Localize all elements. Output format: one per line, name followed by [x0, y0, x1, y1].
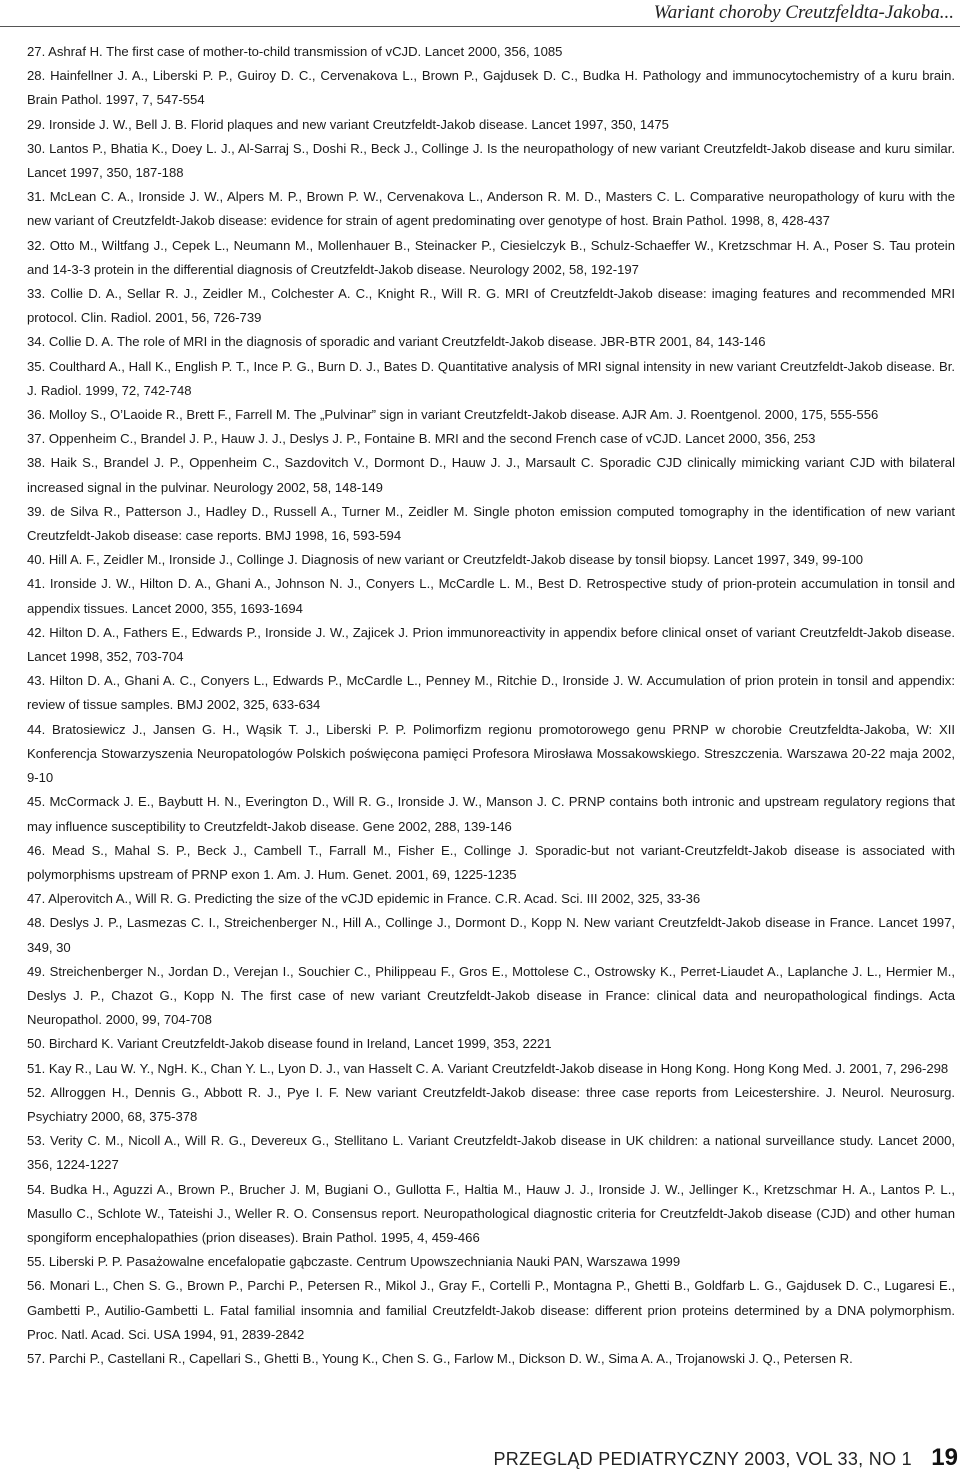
reference-item: 30. Lantos P., Bhatia K., Doey L. J., Al-Sarraj S., Doshi R., Beck J., Collinge J. Is the neuropathology of new variant Creutzfeldt-Jakob disease and kuru similar. Lancet 1997, 350, 187-188: [27, 140, 955, 181]
reference-item: 49. Streichenberger N., Jordan D., Verejan I., Souchier C., Philippeau F., Gros E., Mottolese C., Ostrowsky K., Perret-Liaudet A., Laplanche J. L., Hermier M., Deslys J. P., Chazot G., Kopp N. The first case of new variant Creutzfeldt-Jakob disease in France: clinical data and neuropathological findings. Acta Neuropathol. 2000, 99, 704-708: [27, 963, 955, 1028]
reference-item: 37. Oppenheim C., Brandel J. P., Hauw J. J., Deslys J. P., Fontaine B. MRI and the second French case of vCJD. Lancet 2000, 356, 253: [27, 431, 816, 447]
running-title: Wariant choroby Creutzfeldta-Jakoba...: [653, 2, 954, 23]
reference-item: 46. Mead S., Mahal S. P., Beck J., Cambell T., Farrall M., Fisher E., Collinge J. Sporadic-but not variant-Creutzfeldt-Jakob disease is associated with polymorphisms upstream of PRNP exon 1. Am. J. Hum. Genet. 2001, 69, 1225-1235: [27, 842, 955, 882]
page-header: [0, 0, 960, 28]
journal-citation: PRZEGLĄD PEDIATRYCZNY 2003, VOL 33, NO 1: [493, 1449, 912, 1469]
reference-item: 38. Haik S., Brandel J. P., Oppenheim C., Sazdovitch V., Dormont D., Hauw J. J., Marsault C. Sporadic CJD clinically mimicking variant CJD with bilateral increased signal in the pulvinar. Neurology 2002, 58, 148-149: [27, 455, 955, 495]
reference-item: 28. Hainfellner J. A., Liberski P. P., Guiroy D. C., Cervenakova L., Brown P., Gajdusek D. C., Budka H. Pathology and immunocytochemistry of a kuru brain. Brain Pathol. 1997, 7, 547-554: [27, 68, 955, 108]
reference-item: 33. Collie D. A., Sellar R. J., Zeidler M., Colchester A. C., Knight R., Will R. G. MRI of Creutzfeldt-Jakob disease: imaging features and recommended MRI protocol. Clin. Radiol. 2001, 56, 726-739: [27, 286, 955, 326]
reference-item: 41. Ironside J. W., Hilton D. A., Ghani A., Johnson N. J., Conyers L., McCardle L. M., Best D. Retrospective study of prion-protein accumulation in tonsil and appendix tissues. Lancet 2000, 355, 1693-1694: [27, 576, 955, 616]
reference-list: [27, 40, 955, 1371]
reference-item: 53. Verity C. M., Nicoll A., Will R. G., Devereux G., Stellitano L. Variant Creutzfeldt-Jakob disease in UK children: a national surveillance study. Lancet 2000, 356, 1224-1227: [27, 1133, 955, 1173]
reference-item: 27. Ashraf H. The first case of mother-to-child transmission of vCJD. Lancet 2000, 356, 1085: [27, 44, 563, 59]
reference-item: 50. Birchard K. Variant Creutzfeldt-Jakob disease found in Ireland, Lancet 1999, 353, 2221: [27, 1036, 552, 1052]
reference-item: 47. Alperovitch A., Will R. G. Predicting the size of the vCJD epidemic in France. C.R. Acad. Sci. III 2002, 325, 33-36: [27, 891, 701, 907]
header-rule: [0, 26, 960, 27]
reference-item: 55. Liberski P. P. Pasażowalne encefalopatie gąbczaste. Centrum Upowszechniania Nauki PAN, Warszawa 1999: [27, 1254, 681, 1270]
page-number: 19: [931, 1444, 958, 1471]
reference-item: 35. Coulthard A., Hall K., English P. T., Ince P. G., Burn D. J., Bates D. Quantitative analysis of MRI signal intensity in new variant Creutzfeldt-Jakob disease. Br. J. Radiol. 1999, 72, 742-748: [27, 358, 955, 398]
reference-item: 51. Kay R., Lau W. Y., NgH. K., Chan Y. L., Lyon D. J., van Hasselt C. A. Variant Creutzfeldt-Jakob disease in Hong Kong. Hong Kong Med. J. 2001, 7, 296-298: [27, 1060, 949, 1076]
reference-item: 32. Otto M., Wiltfang J., Cepek L., Neumann M., Mollenhauer B., Steinacker P., Ciesielczyk B., Schulz-Schaeffer W., Kretzschmar H. A., Poser S. Tau protein and 14-3-3 protein in the differential diagnosis of Creutzfeldt-Jakob disease. Neurology 2002, 58, 192-197: [27, 237, 955, 277]
reference-item: 29. Ironside J. W., Bell J. B. Florid plaques and new variant Creutzfeldt-Jakob disease. Lancet 1997, 350, 1475: [27, 116, 669, 132]
reference-item: 54. Budka H., Aguzzi A., Brown P., Brucher J. M, Bugiani O., Gullotta F., Haltia M., Hauw J. J., Ironside J. W., Jellinger K., Kretzschmar H. A., Lantos P. L., Masullo C., Schlote W., Tateishi J., Weller R. O. Consensus report. Neuropathological diagnostic criteria for Creutzfeldt-Jakob disease (CJD) and other human spongiform encephalopathies (prion diseases). Brain Pathol. 1995, 4, 459-466: [27, 1181, 955, 1245]
reference-item: 42. Hilton D. A., Fathers E., Edwards P., Ironside J. W., Zajicek J. Prion immunoreactivity in appendix before clinical onset of variant Creutzfeldt-Jakob disease. Lancet 1998, 352, 703-704: [27, 624, 955, 665]
reference-item: 44. Bratosiewicz J., Jansen G. H., Wąsik T. J., Liberski P. P. Polimorfizm regionu promotorowego genu PRNP w chorobie Creutzfeldta-Jakoba, W: XII Konferencja Stowarzyszenia Neuropatologów Polskich poświęcona pamięci Profesora Mirosława Mossakowskiego. Streszczenia. Warszawa 20-22 maja 2002, 9-10: [27, 721, 955, 786]
reference-item: 48. Deslys J. P., Lasmezas C. I., Streichenberger N., Hill A., Collinge J., Dormont D., Kopp N. New variant Creutzfeldt-Jakob disease in France. Lancet 1997, 349, 30: [27, 915, 955, 955]
reference-item: 57. Parchi P., Castellani R., Capellari S., Ghetti B., Young K., Chen S. G., Farlow M., Dickson D. W., Sima A. A., Trojanowski J. Q., Petersen R.: [27, 1350, 853, 1366]
reference-item: 40. Hill A. F., Zeidler M., Ironside J., Collinge J. Diagnosis of new variant or Creutzfeldt-Jakob disease by tonsil biopsy. Lancet 1997, 349, 99-100: [27, 552, 864, 568]
reference-item: 56. Monari L., Chen S. G., Brown P., Parchi P., Petersen R., Mikol J., Gray F., Cortelli P., Montagna P., Ghetti B., Goldfarb L. G., Gajdusek D. C., Lugaresi E., Gambetti P., Autilio-Gambetti L. Fatal familial insomnia and familial Creutzfeldt-Jakob disease: different prion proteins determined by a DNA polymorphism. Proc. Natl. Acad. Sci. USA 1994, 91, 2839-2842: [27, 1278, 955, 1342]
reference-item: 52. Allroggen H., Dennis G., Abbott R. J., Pye I. F. New variant Creutzfeldt-Jakob disease: three case reports from Leicestershire. J. Neurol. Neurosurg. Psychiatry 2000, 68, 375-378: [27, 1084, 955, 1124]
page-footer: [0, 1418, 960, 1478]
reference-item: 39. de Silva R., Patterson J., Hadley D., Russell A., Turner M., Zeidler M. Single photon emission computed tomography in the identification of new variant Creutzfeldt-Jakob disease: case reports. BMJ 1998, 16, 593-594: [27, 503, 955, 544]
reference-item: 34. Collie D. A. The role of MRI in the diagnosis of sporadic and variant Creutzfeldt-Jakob disease. JBR-BTR 2001, 84, 143-146: [27, 334, 766, 350]
reference-item: 31. McLean C. A., Ironside J. W., Alpers M. P., Brown P. W., Cervenakova L., Anderson R. M. D., Masters C. L. Comparative neuropathology of kuru with the new variant of Creutzfeldt-Jakob disease: evidence for strain of agent predominating over genotype of host. Brain Pathol. 1998, 8, 428-437: [27, 189, 955, 229]
reference-item: 43. Hilton D. A., Ghani A. C., Conyers L., Edwards P., McCardle L., Penney M., Ritchie D., Ironside J. W. Accumulation of prion protein in tonsil and appendix: review of tissue samples. BMJ 2002, 325, 633-634: [27, 673, 955, 713]
reference-item: 45. McCormack J. E., Baybutt H. N., Everington D., Will R. G., Ironside J. W., Manson J. C. PRNP contains both intronic and upstream regulatory regions that may influence susceptibility to Creutzfeldt-Jakob disease. Gene 2002, 288, 139-146: [27, 794, 955, 834]
reference-item: 36. Molloy S., O’Laoide R., Brett F., Farrell M. The „Pulvinar” sign in variant Creutzfeldt-Jakob disease. AJR Am. J. Roentgenol. 2000, 175, 555-556: [27, 407, 879, 423]
